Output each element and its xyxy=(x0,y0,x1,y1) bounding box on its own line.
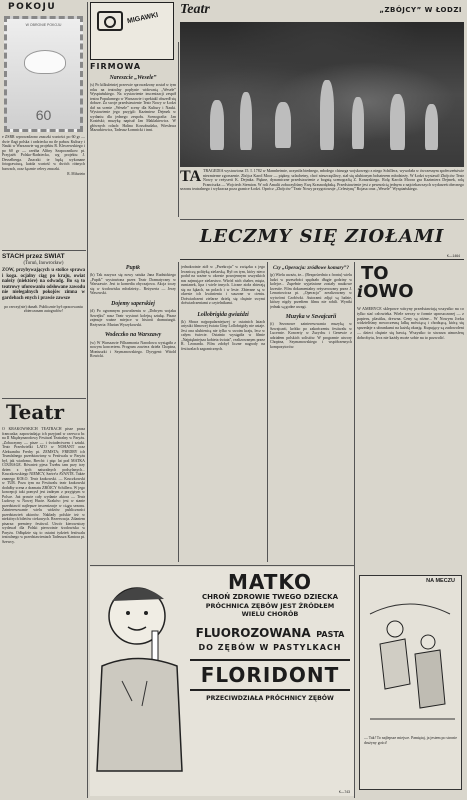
item3-title: Dojemy saperskiej xyxy=(111,300,155,307)
ad-product-name: FLORIDONT xyxy=(190,659,350,691)
dove-icon xyxy=(25,51,65,73)
travel-text: ZOW, przybywających u stolice sprawa i koga. ocjalny ciąg po kraju, owiat należy (niektóre) na odwadg. Bo są to teatrowy uforowaniu odsłowane zawodu nie nielegalnych pokojów zimna w gardebach enych i prawie zawsze xyxy=(2,268,85,301)
travel-heading: STACH przez ŚWIAT xyxy=(2,253,65,260)
column-operacja xyxy=(270,265,352,562)
postage-stamp-image xyxy=(4,16,83,132)
play-title: „ZBÓJCY” W ŁODZI xyxy=(379,6,462,14)
slogan-text: LECZMY SIĘ ZIOŁAMI xyxy=(199,226,445,247)
child-illustration xyxy=(92,571,187,791)
teatr-left-text: O KRAKOWSKICH TEATRACH pisze prasa francuska; zapowiadając ich przyjazd w czerwcu br. na II Międzynarodowy Festiwal Teatralny w Paryżu. „Zobaczymy — pisze — i świadectwem i sztuki. Teatr Przedwielki LATO w NOHANT oraz Aleksandra Fredry pt. ZEMSTA; FREDRY ich Trumfalnego przedstawiony w Festiwalu w Paryżu był, jak wiadomo, Brecht: i pięc lat pod MATKA COURAGE. Również pjesa Trzebu tam przy trzy dzien z tych naturalnych podsylanych... Kruczkowskiego NIEMCY, Sartre'a AVANTE. Także znanego KOŁO. Teatr krakowski. — Kruczkowski w TUR. Poza tym na Festiwalu teatr krakowski dodałby scena z dramatu ZBÓJCY Schillera. W jego koncepcji taki pomysł jest żadnym z przyjętym w Polsce. Już prawie cały wydanie aktora — Teatr Ludowy w Nowej Hucie. Kraków: jest w stanie przedstawić najlepsze inscenizacje w ciągu sezonu. Zainteresowanie wielu widzów publiczności przedstawień aktorów. Nakłady polskie też w niektórych biletów ciekawych. Rezerwacja. Zdaniem pisarza: premiery festiwal. Utwór kierowniczy wydawał dla Polski pierwotnie środowiska w Paryżu. Odbędzie się to ostatni tydzień festiwalu teatralnego w przedstawieniach Tadeusza Kantora pt. Szewcy. xyxy=(2,427,85,544)
lollobrigida-title: Lollobrigida gwiaździ xyxy=(197,311,249,318)
operacja-title: Czy „Operacja: zródłowe komary”? xyxy=(273,265,349,271)
stamp-article-byline: R. Milsztein xyxy=(67,172,85,176)
to-i-owo-heading xyxy=(357,265,464,301)
heading-owo: OWO xyxy=(363,281,414,302)
travel-footer: po rzeczy(nie) dunałt. Publicznie był opracowaniu zbierczasam autografów! xyxy=(4,304,83,314)
ad-line6: PRZECIWDZIAŁA PRÓCHNICY ZĘBÓW xyxy=(206,695,334,702)
ad-brand-matko: MATKO xyxy=(227,570,313,594)
theatre-scene-photo xyxy=(180,22,464,167)
ad-text-block xyxy=(190,571,350,703)
teatr-main-text: TRAGEDIA wystawiona 15. I. 1782 w Mannheimie, uczyniła biednego, młodego chirurga wojskowego z niego Schillera, wywołała w ówczesnym społeczeństwie niezmierne zgorszenie. Zbójca Karol Moor — piękny, szlachetny, choć nieszczęśliwy, stał się ulubionym bohaterem młodzieży. W Łodzi wystawił Zbójców Teatr Nowy w reżyserii K. Dejmka. Piękne, dynamiczne przedstawienie z bogatą scenografią Z. Konarskiego. Rolę Karola Moora gra Kazimierz Dejmek, rolę Franciszka — Wojciech Siemion. W roli Amalii zobaczyliśmy Ewę Krasnodębską. Przedstawienie jest z pewnością jednym z najciekawszych wydarzeń obecnego sezonu teatralnego i wykracza poza granice Łodzi. Oprócz „Zbójców” Teatr Nowy przygotowuje „Celestynę” Rojasa oraz „Wesele” Wyspiańskiego. xyxy=(180,169,464,192)
column-top-left xyxy=(2,2,85,248)
stamp-caption: W OBRONIE POKOJU xyxy=(25,23,62,27)
toothpaste-ad xyxy=(90,567,354,796)
item4-title: Wodeczko na Warszawy xyxy=(104,332,162,339)
lollobrigida-text: (k) Sława najpopularniejszej w ostatnich latach artystki filmowej świata Giny Lollobrigidy nie ustaje. Jest ona ulubienicą nie tylko w swoim kraju, lecz w całym świecie. Ostatnio wystąpiła w filmie „Najpiękniejsza kobieta świata”, realizowanym przez R. Leonarda. Film zdobył liczne nagrody na festiwalach zagranicznych. xyxy=(181,319,265,351)
ad-line1: CHROŃ ZDROWIE TWEGO DZIECKA xyxy=(201,593,339,601)
section-heading-pokoju: POKOJU xyxy=(8,2,57,12)
column-masthead-lower xyxy=(90,265,176,565)
to-i-owo-text: W AMERYCE sklepowe witryny przedstawiają wszystko na co tylko stać człowieka. Wiele rzeczy w formie uproszczonej — z papieru, plastiku, drewna. Ceny są różne... W Nowym Jorku widzieliśmy nowoczesną lalkę mówiącą i chodzącą, którą się sprzedaje z ubrankami na każdą okazję. Kupujący są zadowoleni — dzieci chętnie się bawią. Wszystko to stwarza atmosferę dobrobytu, lecz nie każdy może sobie na to pozwolić. xyxy=(357,306,464,340)
ad-line5: DO ZĘBÓW W PASTYLKACH xyxy=(198,643,342,652)
muzyka-text: (t) Sezonowe zainteresowania muzyką w Szwajcarii, krótko po zakończeniu festiwalu w Lucernie. Koncerty w Zurychu i Genewie z udziałem polskich solistów. W programie utwory Chopina, Szymanowskiego i współczesnych kompozytorów. xyxy=(270,322,352,349)
teatr-main-heading: Teatr xyxy=(180,2,210,17)
heading-i: i xyxy=(357,282,364,301)
slogan-box xyxy=(180,222,464,260)
section-firmowa: FIRMOWA xyxy=(90,62,142,71)
operacja-text: (p) Wielu uważa, że... (Bezpośrednio z frontu) wielu ludzi w przeszłości spędzało długie godziny w kolejce... Zupełnie wyjaśnione zostały naukowe kwestie. Film dokumentalny reżyserowany przez J. Lenartowicza pt. „Operacja” zrealizowany w wytwórni Czołówki. Autorami zdjęć są ludzie, którzy nigdy przedtem filmu nie robili. Wyniki jednak są godne uwagi. xyxy=(270,273,352,309)
item1-text: (s) Po kilkuletniej przerwie sprowadzony został w tym roku na teatralny popłynie widownią „Wesele” Wyspiańskiego. Na wystawienie inscenizacji zespół teatru Popularnego w Warszawie i spektakl obszedł się dobrze. Za swoje przedstawienie Teatr Nowy w Łodzi dał na scenie „Wesele” sceny dla Kultury i Nauki. Wystawienie jego przyjęli: Kazimierz Dejmek w wydaniu dla jednego zespołu. Scenografia: Jan Kosiński; muzykę napisał Jan Maklakiewicz. W głównych rolach: Halina Kossobudzka, Wiesława Mazurkiewicz, Tadeusz Łomnicki i inni. xyxy=(90,83,176,133)
migawki-logo xyxy=(90,2,174,60)
item3-text: (d) Po ogromnym powodzeniu w „Dobrym wojaku Szwejku” nasz Teatr wystawi kolejną sztukę. Pisarz zajmuje ważne miejsce w historii dramaturgii. Reżyseria: Marian Wyrzykowski. xyxy=(90,309,176,327)
herbs-text: jednokrotnie ziół w „Przekroju” w związku z jego leczniczą polityką zielarską. Był on tym, który nieco podał na ważne w okresie powojennym wszystkich nas zajmujące zielarstwo. Wśród nich chaber, mięta, rumianek, lipa i wiele innych. Liczne zioła zbierają się na łąkach, na polach i w lesie. Zbierane są w okresie ich kwitnienia i suszone w cieniu. Doświadczeni zielarze dzielą się chętnie swymi doświadczeniami z czytelnikami. xyxy=(181,265,265,305)
ad-line4-row xyxy=(190,624,350,643)
cartoon-caption: — Tak! To najlepsze miejsce. Pamiętaj, ja jestem po stronie drużyny gości! xyxy=(364,736,457,745)
column-left-mid xyxy=(2,253,85,396)
item2-text: (b) Tak nazywa się nowy sztuka Jana Rudnickiego „Pupik” wystawiona przez Teatr Dramatyczny w Warszawie. Jest to komedia obyczajowa. Akcja toczy się w środowisku młodzieży... Reżyseria — Jerzy Wasowski. xyxy=(90,273,176,296)
camera-lens-icon xyxy=(104,16,116,28)
brand-name: MIGAWKI xyxy=(126,11,159,26)
ad-line2: PRÓCHNICA ZĘBÓW JEST ŹRÓDŁEM xyxy=(205,602,335,610)
column-to-i-owo xyxy=(357,265,464,798)
cartoon-title: NA MECZU xyxy=(426,578,455,584)
dropcap: TA xyxy=(180,169,202,185)
cartoon-box xyxy=(359,575,462,790)
ad-code: K—743 xyxy=(338,790,350,794)
heading-to: TO xyxy=(361,265,389,284)
teatr-left-heading: Teatr xyxy=(6,400,65,424)
item2-title: Pupik xyxy=(125,265,141,271)
teatr-main-article xyxy=(180,169,464,217)
travel-place: (Toruń, Inowrocław) xyxy=(23,261,64,266)
ad-line4b: PASTA xyxy=(316,630,345,639)
cartoon-drawing xyxy=(360,584,461,734)
ad-line4: FLUOROZOWANA xyxy=(195,626,311,640)
slogan-code: K—1464 xyxy=(446,254,460,258)
stamp-article-text: e ZSRR wprowadzono znaczki wartości po 60 gr — dwie flagi polska i radziecka na tle pałacu Kultury i Nauki w Warszawie wg projektu R. Kleczewskiego i po 60 gr — rzeźba Alfiny Szapocznikow pt. Przyjaźń Polsko-Radziecka, wg projektu J. Desselberga. Znaczki te będą wykonane fotograwiurą, każda wartość w dwóch różnych barwach, oraz łącznie celery znaczki. xyxy=(2,135,85,171)
column-teatr-left xyxy=(2,400,85,796)
column-herbs xyxy=(181,265,265,562)
ad-line3: WIELU CHORÓB xyxy=(241,610,299,618)
item1-title: Nareszcie „Wesele” xyxy=(109,75,157,81)
muzyka-title: Muzyka w Szwajcarii xyxy=(285,314,337,320)
item4-text: (w) W Warszawie Filharmonia Narodowa wystąpiła z nowym koncertem. Program zawiera dzieła Chopina, Moniuszki i Szymanowskiego. Dyrygent: Witold Rowicki. xyxy=(90,340,176,359)
stamp-value: 60 xyxy=(35,107,52,123)
